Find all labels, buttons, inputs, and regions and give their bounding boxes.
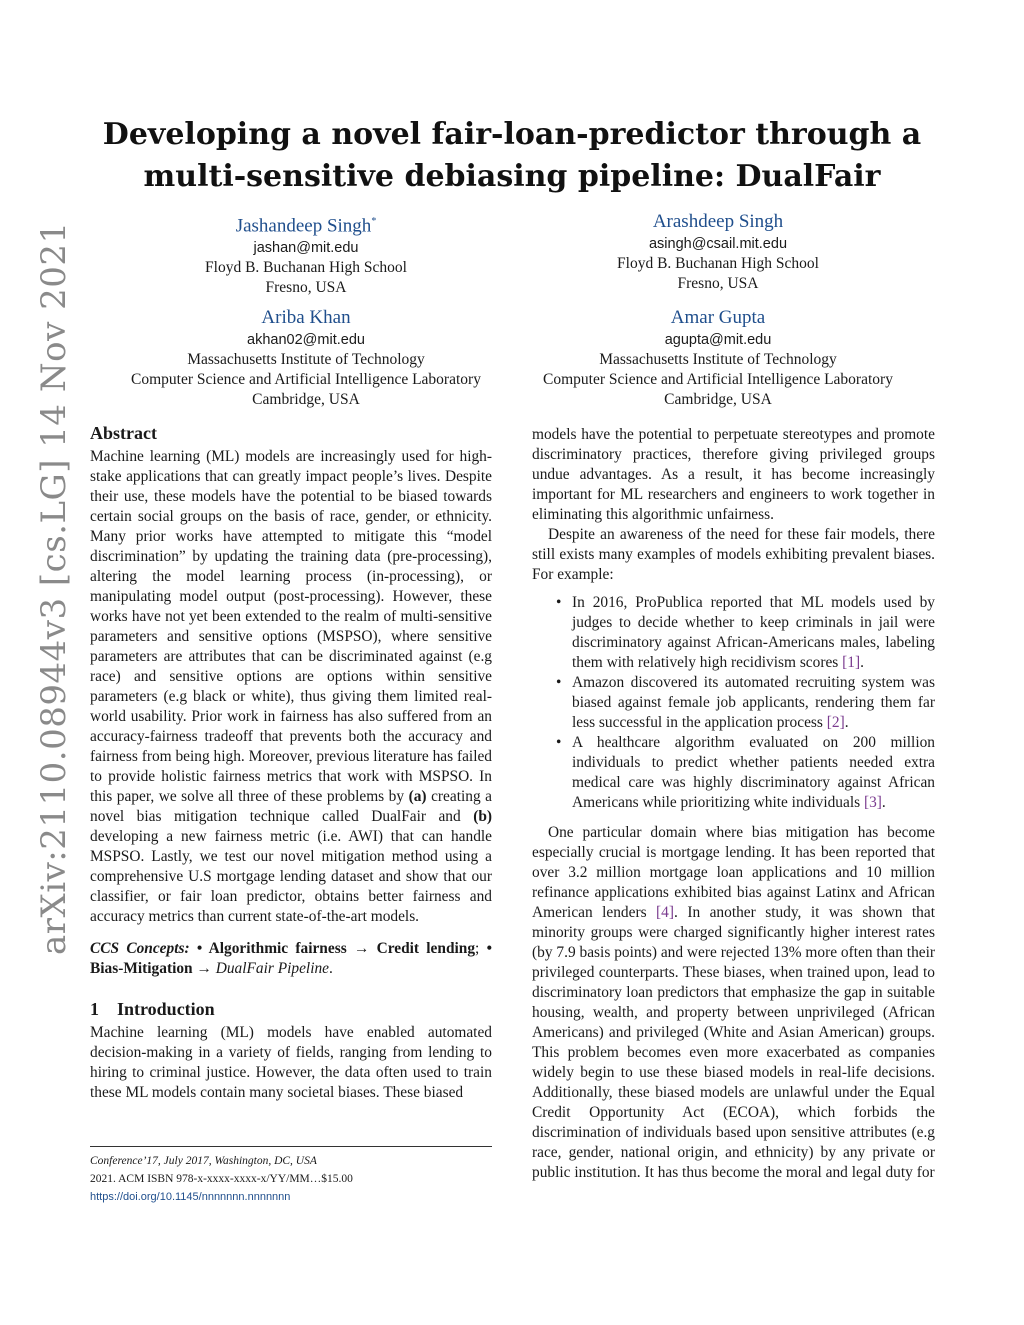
- abstract-label-b: (b): [473, 808, 492, 825]
- author-email[interactable]: jashan@mit.edu: [253, 240, 359, 257]
- citation-link[interactable]: 4: [661, 904, 669, 921]
- author-name[interactable]: Ariba Khan: [261, 307, 351, 328]
- author-affiliation: Massachusetts Institute of Technology: [599, 351, 837, 368]
- author-name[interactable]: Arashdeep Singh: [652, 211, 784, 232]
- author-note-mark: *: [371, 216, 377, 227]
- author-email[interactable]: agupta@mit.edu: [664, 332, 772, 348]
- author-location: Cambridge, USA: [664, 391, 772, 408]
- author-name[interactable]: Jashandeep Singh*: [235, 215, 377, 237]
- author-block-1: [91, 210, 521, 298]
- author-email[interactable]: asingh@csail.mit.edu: [648, 236, 788, 252]
- author-department: Computer Science and Artificial Intelligence Laboratory: [131, 371, 481, 388]
- author-location: Fresno, USA: [677, 275, 759, 292]
- bullet-icon: •: [556, 594, 562, 611]
- author-affiliation: Massachusetts Institute of Technology: [187, 351, 425, 368]
- author-department: Computer Science and Artificial Intelligence Laboratory: [543, 371, 893, 388]
- author-name[interactable]: Amar Gupta: [670, 307, 766, 328]
- intro-text: Machine learning (ML) models have enabled automated decision-making in a variety of fields, ranging from lending to hiring to criminal justice. However, the data often used to train these ML models contain many societal biases. These biased: [90, 1024, 492, 1101]
- list-item: • In 2016, ProPublica reported that ML models used by judges to decide whether to keep criminals in jail were discriminatory against African-Americans males, labeling them with relatively high recidivism scores [1].: [556, 594, 935, 671]
- abstract-label-a: (a): [408, 788, 427, 805]
- author-affiliation: Floyd B. Buchanan High School: [205, 259, 407, 277]
- left-column: [90, 421, 492, 1103]
- paper-title: Developing a novel fair-loan-predictor through a multi-sensitive debiasing pipeline: DualFair: [102, 117, 922, 194]
- citation-link[interactable]: 1: [847, 654, 855, 671]
- right-column: [532, 425, 935, 1183]
- author-block-3: [91, 306, 521, 410]
- ccs-concepts: CCS Concepts: • Algorithmic fairness → Credit lending; • Bias-Mitigation → DualFair Pipeline.: [90, 940, 492, 977]
- citation-link[interactable]: 3: [869, 794, 877, 811]
- list-item: • Amazon discovered its automated recruiting system was biased against female job applicants, rendering them far less successful in the application process [2].: [556, 674, 935, 731]
- author-location: Cambridge, USA: [252, 391, 360, 408]
- example-list: [532, 593, 935, 813]
- intro-heading: 1 Introduction: [90, 999, 215, 1019]
- abstract-text: Machine learning (ML) models are increasingly used for high-stake applications that can greatly impact people’s lives. Despite their use, these models have the potential to be biased towards certain social groups on the basis of race, gender, or ethnicity. Many prior works have attempted to mitigate this “model discrimination” by updating the training data (pre-processing), altering the model learning process (in-processing), or manipulating model output (post-processing). However, these works have not yet been extended to the realm of multi-sensitive parameters and sensitive options (MSPSO), where sensitive parameters are attributes that can be discriminated against (e.g race) and sensitive options are options within sensitive parameters (e.g black or white), thus giving them limited real-world usability. Prior work in fairness has also suffered from an accuracy-fairness tradeoff that prevents both the accuracy and fairness from being high. Moreover, previous literature has failed to provide holistic fairness metrics that work with MSPSO. In this paper, we solve all three of these problems by (a) creating a novel bias mitigation technique called DualFair and (b) developing a new fairness metric (i.e. AWI) that can handle MSPSO. Lastly, we test our novel mitigation method using a comprehensive U.S mortgage lending dataset and show that our classifier, or fair loan predictor, obtains better fairness and accuracy metrics than current state-of-the-art models.: [90, 448, 493, 925]
- citation-link[interactable]: 2: [831, 714, 840, 731]
- isbn-note: 2021. ACM ISBN 978-x-xxxx-xxxx-x/YY/MM…$15.00: [90, 1173, 353, 1185]
- footnote: [90, 1152, 500, 1206]
- venue-note: Conference’17, July 2017, Washington, DC, USA: [90, 1155, 317, 1167]
- body-paragraph: models have the potential to perpetuate stereotypes and promote discriminatory practices, therefore giving privileged groups undue advantages. As a result, it has become increasingly important for ML researchers and engineers to work together in eliminating this algorithmic unfairness.: [532, 426, 935, 523]
- body-paragraph: One particular domain where bias mitigation has become especially crucial is mortgage lending. It has been reported that over 3.2 million mortgage loan applications and 10 million refinance applications exhibited bias against Latinx and African American lenders [4]. In another study, it was shown that minority groups were charged significantly higher interest rates (by 7.9 basis points) and were rejected 13% more often than their privileged counterparts. These biases, when trained upon, lead to discriminatory loan predictors that emphasize the gap in suitable housing, wealth, and property between unprivileged (African Americans) and privileged (White and Asian American) groups. This problem becomes even more exacerbated as companies widely begin to use these biased models in real-life decisions. Additionally, these biased models are unlawful under the Equal Credit Opportunity Act (ECOA), which forbids the discrimination of individuals based upon sensitive attributes (e.g race, gender, national origin, and ethnicity) by any private or public institution. It has thus become the moral and legal duty for: [532, 824, 935, 1181]
- arxiv-stamp: arXiv:2110.08944v3 [cs.LG] 14 Nov 2021: [34, 221, 74, 955]
- author-block-2: [503, 210, 933, 294]
- body-paragraph: Despite an awareness of the need for these fair models, there still exists many examples of models exhibiting prevalent biases. For example:: [532, 526, 935, 583]
- bullet-icon: •: [556, 674, 562, 691]
- list-item: • A healthcare algorithm evaluated on 200 million individuals to predict whether patients needed extra medical care was highly discriminatory against African Americans while prioritizing white individuals [3].: [556, 734, 935, 811]
- doi-link[interactable]: https://doi.org/10.1145/nnnnnnn.nnnnnnn: [90, 1191, 291, 1203]
- author-affiliation: Floyd B. Buchanan High School: [617, 255, 819, 272]
- author-block-4: [503, 306, 933, 410]
- footnote-rule: [90, 1146, 492, 1147]
- abstract-heading: Abstract: [90, 423, 157, 443]
- author-location: Fresno, USA: [265, 279, 347, 297]
- bullet-icon: •: [556, 734, 562, 751]
- author-email[interactable]: akhan02@mit.edu: [247, 332, 365, 348]
